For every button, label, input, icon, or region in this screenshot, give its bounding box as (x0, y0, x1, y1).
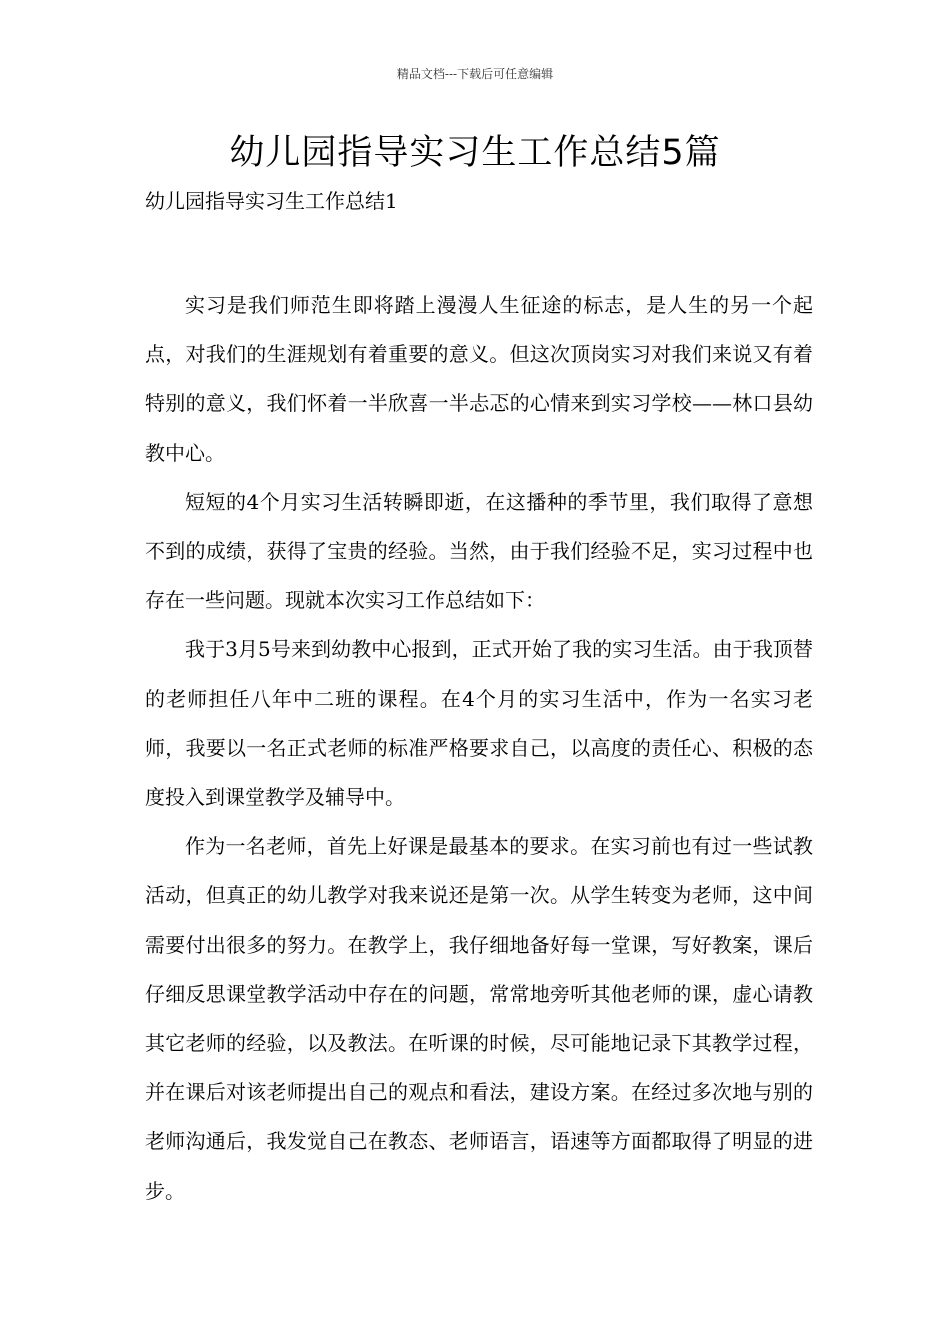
paragraph: 我于3月5号来到幼教中心报到，正式开始了我的实习生活。由于我顶替的老师担任八年中二班的课程。在4个月的实习生活中，作为一名实习老师，我要以一名正式老师的标准严格要求自己，以高度的责任心、积极的态度投入到课堂教学及辅导中。 (145, 637, 813, 810)
paragraph: 作为一名老师，首先上好课是最基本的要求。在实习前也有过一些试教活动，但真正的幼儿教学对我来说还是第一次。从学生转变为老师，这中间需要付出很多的努力。在教学上，我仔细地备好每一堂课，写好教案，课后仔细反思课堂教学活动中存在的问题，常常地旁听其他老师的课，虚心请教其它老师的经验，以及教法。在听课的时候，尽可能地记录下其教学过程，并在课后对该老师提出自己的观点和看法，建设方案。在经过多次地与别的老师沟通后，我发觉自己在教态、老师语言，语速等方面都取得了明显的进步。 (145, 834, 813, 1203)
paragraph: 实习是我们师范生即将踏上漫漫人生征途的标志，是人生的另一个起点，对我们的生涯规划有着重要的意义。但这次顶岗实习对我们来说又有着特别的意义，我们怀着一半欣喜一半忐忑的心情来到实习学校——林口县幼教中心。 (145, 293, 813, 465)
section-heading: 幼儿园指导实习生工作总结1 (145, 189, 398, 213)
body-text (145, 281, 813, 1216)
paragraph: 短短的4个月实习生活转瞬即逝，在这播种的季节里，我们取得了意想不到的成绩，获得了宝贵的经验。当然，由于我们经验不足，实习过程中也存在一些问题。现就本次实习工作总结如下： (145, 489, 813, 613)
document-title: 幼儿园指导实习生工作总结5篇 (229, 133, 721, 173)
header-note: 精品文档---下载后可任意编辑 (396, 67, 554, 81)
